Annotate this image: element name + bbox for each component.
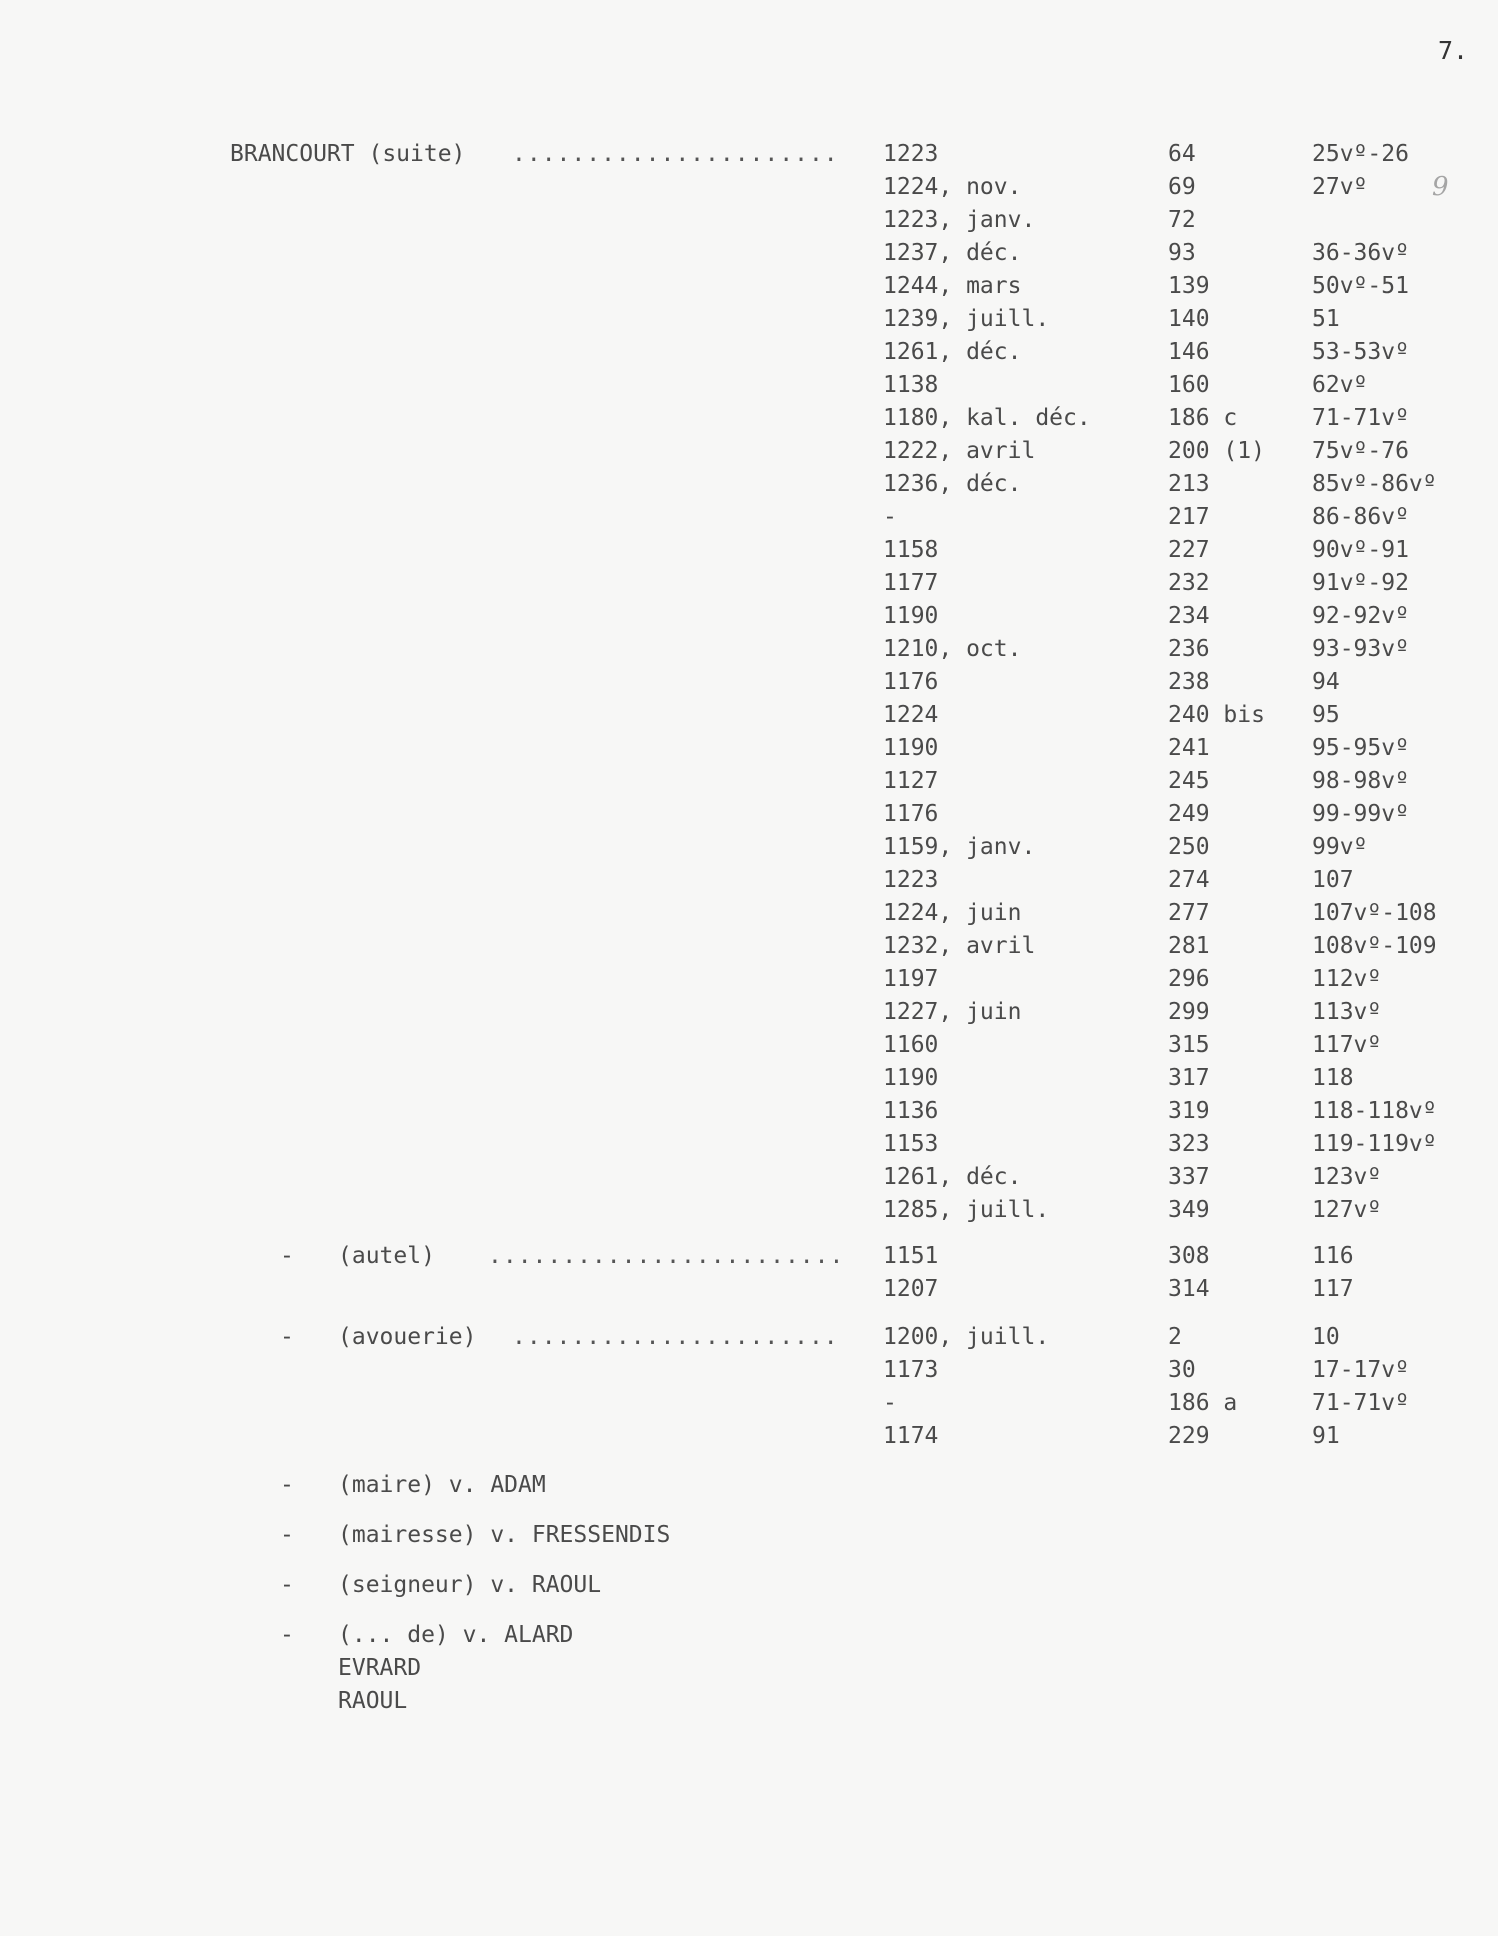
margin-annotation: 9 — [1432, 172, 1449, 202]
folio-cell: 117vº — [1312, 1032, 1382, 1058]
date-cell: 1237, déc. — [883, 240, 1022, 266]
index-row — [0, 1420, 1498, 1453]
folio-cell: 117 — [1312, 1276, 1354, 1302]
charter-number-cell: 217 — [1168, 504, 1210, 530]
index-row — [0, 303, 1498, 336]
charter-number-cell: 139 — [1168, 273, 1210, 299]
charter-number-cell: 296 — [1168, 966, 1210, 992]
date-cell: 1159, janv. — [883, 834, 1036, 860]
index-row — [0, 1062, 1498, 1095]
index-row — [0, 831, 1498, 864]
charter-number-cell: 245 — [1168, 768, 1210, 794]
charter-number-cell: 213 — [1168, 471, 1210, 497]
index-row — [0, 402, 1498, 435]
charter-number-cell: 229 — [1168, 1423, 1210, 1449]
xref-text: (maire) v. ADAM — [338, 1472, 546, 1498]
folio-cell: 86-86vº — [1312, 504, 1409, 530]
charter-number-cell: 349 — [1168, 1197, 1210, 1223]
index-row — [0, 171, 1498, 204]
date-cell: 1261, déc. — [883, 339, 1022, 365]
charter-number-cell: 140 — [1168, 306, 1210, 332]
date-cell: 1223 — [883, 141, 939, 167]
index-row — [0, 1029, 1498, 1062]
date-cell: - — [883, 1390, 897, 1416]
charter-number-cell: 2 — [1168, 1324, 1182, 1350]
index-row — [0, 336, 1498, 369]
date-cell: 1190 — [883, 1065, 939, 1091]
xref-dash: - — [280, 1522, 294, 1548]
xref-text: (mairesse) v. FRESSENDIS — [338, 1522, 671, 1548]
index-row — [0, 1273, 1498, 1306]
charter-number-cell: 337 — [1168, 1164, 1210, 1190]
index-row — [0, 369, 1498, 402]
date-cell: 1173 — [883, 1357, 939, 1383]
date-cell: 1223 — [883, 867, 939, 893]
index-row — [0, 1128, 1498, 1161]
index-row — [0, 534, 1498, 567]
xref-extra: EVRARD — [338, 1655, 422, 1681]
index-row — [0, 1240, 1498, 1273]
folio-cell: 94 — [1312, 669, 1340, 695]
index-row — [0, 765, 1498, 798]
index-row — [0, 1095, 1498, 1128]
charter-number-cell: 314 — [1168, 1276, 1210, 1302]
folio-cell: 95 — [1312, 702, 1340, 728]
folio-cell: 90vº-91 — [1312, 537, 1409, 563]
page-number: 7. — [1438, 36, 1469, 65]
charter-number-cell: 186 c — [1168, 405, 1238, 431]
index-row — [0, 237, 1498, 270]
index-row — [0, 1387, 1498, 1420]
folio-cell: 113vº — [1312, 999, 1382, 1025]
index-row — [0, 1194, 1498, 1227]
charter-number-cell: 146 — [1168, 339, 1210, 365]
charter-number-cell: 93 — [1168, 240, 1196, 266]
index-row — [0, 204, 1498, 237]
charter-number-cell: 323 — [1168, 1131, 1210, 1157]
date-cell: 1224, nov. — [883, 174, 1022, 200]
date-cell: - — [883, 504, 897, 530]
date-cell: 1244, mars — [883, 273, 1022, 299]
folio-cell: 36-36vº — [1312, 240, 1409, 266]
dot-leader: ...................... — [512, 1324, 839, 1350]
index-row — [0, 963, 1498, 996]
date-cell: 1127 — [883, 768, 939, 794]
folio-cell: 95-95vº — [1312, 735, 1409, 761]
index-row — [0, 1161, 1498, 1194]
charter-number-cell: 236 — [1168, 636, 1210, 662]
date-cell: 1207 — [883, 1276, 939, 1302]
charter-number-cell: 317 — [1168, 1065, 1210, 1091]
date-cell: 1210, oct. — [883, 636, 1022, 662]
index-row — [0, 798, 1498, 831]
date-cell: 1138 — [883, 372, 939, 398]
folio-cell: 50vº-51 — [1312, 273, 1409, 299]
date-cell: 1224 — [883, 702, 939, 728]
xref-text: (... de) v. ALARD — [338, 1622, 574, 1648]
index-row — [0, 996, 1498, 1029]
charter-number-cell: 319 — [1168, 1098, 1210, 1124]
folio-cell: 92-92vº — [1312, 603, 1409, 629]
index-row — [0, 1321, 1498, 1354]
index-row — [0, 600, 1498, 633]
charter-number-cell: 227 — [1168, 537, 1210, 563]
folio-cell: 91 — [1312, 1423, 1340, 1449]
charter-number-cell: 186 a — [1168, 1390, 1238, 1416]
date-cell: 1176 — [883, 669, 939, 695]
folio-cell: 116 — [1312, 1243, 1354, 1269]
folio-cell: 118-118vº — [1312, 1098, 1437, 1124]
folio-cell: 107vº-108 — [1312, 900, 1437, 926]
charter-number-cell: 160 — [1168, 372, 1210, 398]
charter-number-cell: 281 — [1168, 933, 1210, 959]
date-cell: 1176 — [883, 801, 939, 827]
date-cell: 1180, kal. déc. — [883, 405, 1091, 431]
charter-number-cell: 241 — [1168, 735, 1210, 761]
charter-number-cell: 69 — [1168, 174, 1196, 200]
date-cell: 1190 — [883, 735, 939, 761]
folio-cell: 123vº — [1312, 1164, 1382, 1190]
folio-cell: 51 — [1312, 306, 1340, 332]
folio-cell: 99-99vº — [1312, 801, 1409, 827]
entry-heading: BRANCOURT (suite) — [230, 141, 466, 167]
folio-cell: 75vº-76 — [1312, 438, 1409, 464]
date-cell: 1174 — [883, 1423, 939, 1449]
charter-number-cell: 299 — [1168, 999, 1210, 1025]
date-cell: 1232, avril — [883, 933, 1036, 959]
index-row — [0, 897, 1498, 930]
charter-number-cell: 200 (1) — [1168, 438, 1265, 464]
charter-number-cell: 234 — [1168, 603, 1210, 629]
folio-cell: 91vº-92 — [1312, 570, 1409, 596]
folio-cell: 107 — [1312, 867, 1354, 893]
charter-number-cell: 72 — [1168, 207, 1196, 233]
index-row — [0, 468, 1498, 501]
folio-cell: 99vº — [1312, 834, 1368, 860]
date-cell: 1223, janv. — [883, 207, 1036, 233]
index-row — [0, 864, 1498, 897]
folio-cell: 27vº — [1312, 174, 1368, 200]
date-cell: 1222, avril — [883, 438, 1036, 464]
date-cell: 1177 — [883, 570, 939, 596]
date-cell: 1190 — [883, 603, 939, 629]
folio-cell: 53-53vº — [1312, 339, 1409, 365]
date-cell: 1136 — [883, 1098, 939, 1124]
charter-number-cell: 64 — [1168, 141, 1196, 167]
index-row — [0, 930, 1498, 963]
xref-dash: - — [280, 1472, 294, 1498]
date-cell: 1158 — [883, 537, 939, 563]
folio-cell: 62vº — [1312, 372, 1368, 398]
charter-number-cell: 250 — [1168, 834, 1210, 860]
folio-cell: 127vº — [1312, 1197, 1382, 1223]
folio-cell: 25vº-26 — [1312, 141, 1409, 167]
date-cell: 1197 — [883, 966, 939, 992]
folio-cell: 118 — [1312, 1065, 1354, 1091]
dot-leader: ...................... — [512, 141, 839, 167]
index-row — [0, 138, 1498, 171]
folio-cell: 17-17vº — [1312, 1357, 1409, 1383]
folio-cell: 98-98vº — [1312, 768, 1409, 794]
index-row — [0, 270, 1498, 303]
xref-dash: - — [280, 1622, 294, 1648]
xref-extra: RAOUL — [338, 1688, 408, 1714]
date-cell: 1285, juill. — [883, 1197, 1050, 1223]
charter-number-cell: 238 — [1168, 669, 1210, 695]
entry-heading: (autel) — [338, 1243, 435, 1269]
date-cell: 1227, juin — [883, 999, 1022, 1025]
folio-cell: 71-71vº — [1312, 405, 1409, 431]
date-cell: 1261, déc. — [883, 1164, 1022, 1190]
date-cell: 1239, juill. — [883, 306, 1050, 332]
date-cell: 1224, juin — [883, 900, 1022, 926]
index-row — [0, 633, 1498, 666]
charter-number-cell: 232 — [1168, 570, 1210, 596]
date-cell: 1153 — [883, 1131, 939, 1157]
date-cell: 1236, déc. — [883, 471, 1022, 497]
charter-number-cell: 277 — [1168, 900, 1210, 926]
xref-text: (seigneur) v. RAOUL — [338, 1572, 602, 1598]
entry-dash: - — [280, 1243, 294, 1269]
charter-number-cell: 308 — [1168, 1243, 1210, 1269]
index-row — [0, 666, 1498, 699]
date-cell: 1151 — [883, 1243, 939, 1269]
charter-number-cell: 240 bis — [1168, 702, 1265, 728]
index-row — [0, 1354, 1498, 1387]
xref-dash: - — [280, 1572, 294, 1598]
date-cell: 1200, juill. — [883, 1324, 1050, 1350]
folio-cell: 112vº — [1312, 966, 1382, 992]
folio-cell: 85vº-86vº — [1312, 471, 1437, 497]
index-row — [0, 501, 1498, 534]
folio-cell: 108vº-109 — [1312, 933, 1437, 959]
folio-cell: 119-119vº — [1312, 1131, 1437, 1157]
date-cell: 1160 — [883, 1032, 939, 1058]
entry-dash: - — [280, 1324, 294, 1350]
entry-heading: (avouerie) — [338, 1324, 477, 1350]
folio-cell: 71-71vº — [1312, 1390, 1409, 1416]
charter-number-cell: 30 — [1168, 1357, 1196, 1383]
folio-cell: 10 — [1312, 1324, 1340, 1350]
charter-number-cell: 249 — [1168, 801, 1210, 827]
folio-cell: 93-93vº — [1312, 636, 1409, 662]
index-row — [0, 567, 1498, 600]
index-row — [0, 699, 1498, 732]
index-row — [0, 435, 1498, 468]
dot-leader: ........................ — [488, 1243, 845, 1269]
index-row — [0, 732, 1498, 765]
charter-number-cell: 315 — [1168, 1032, 1210, 1058]
charter-number-cell: 274 — [1168, 867, 1210, 893]
